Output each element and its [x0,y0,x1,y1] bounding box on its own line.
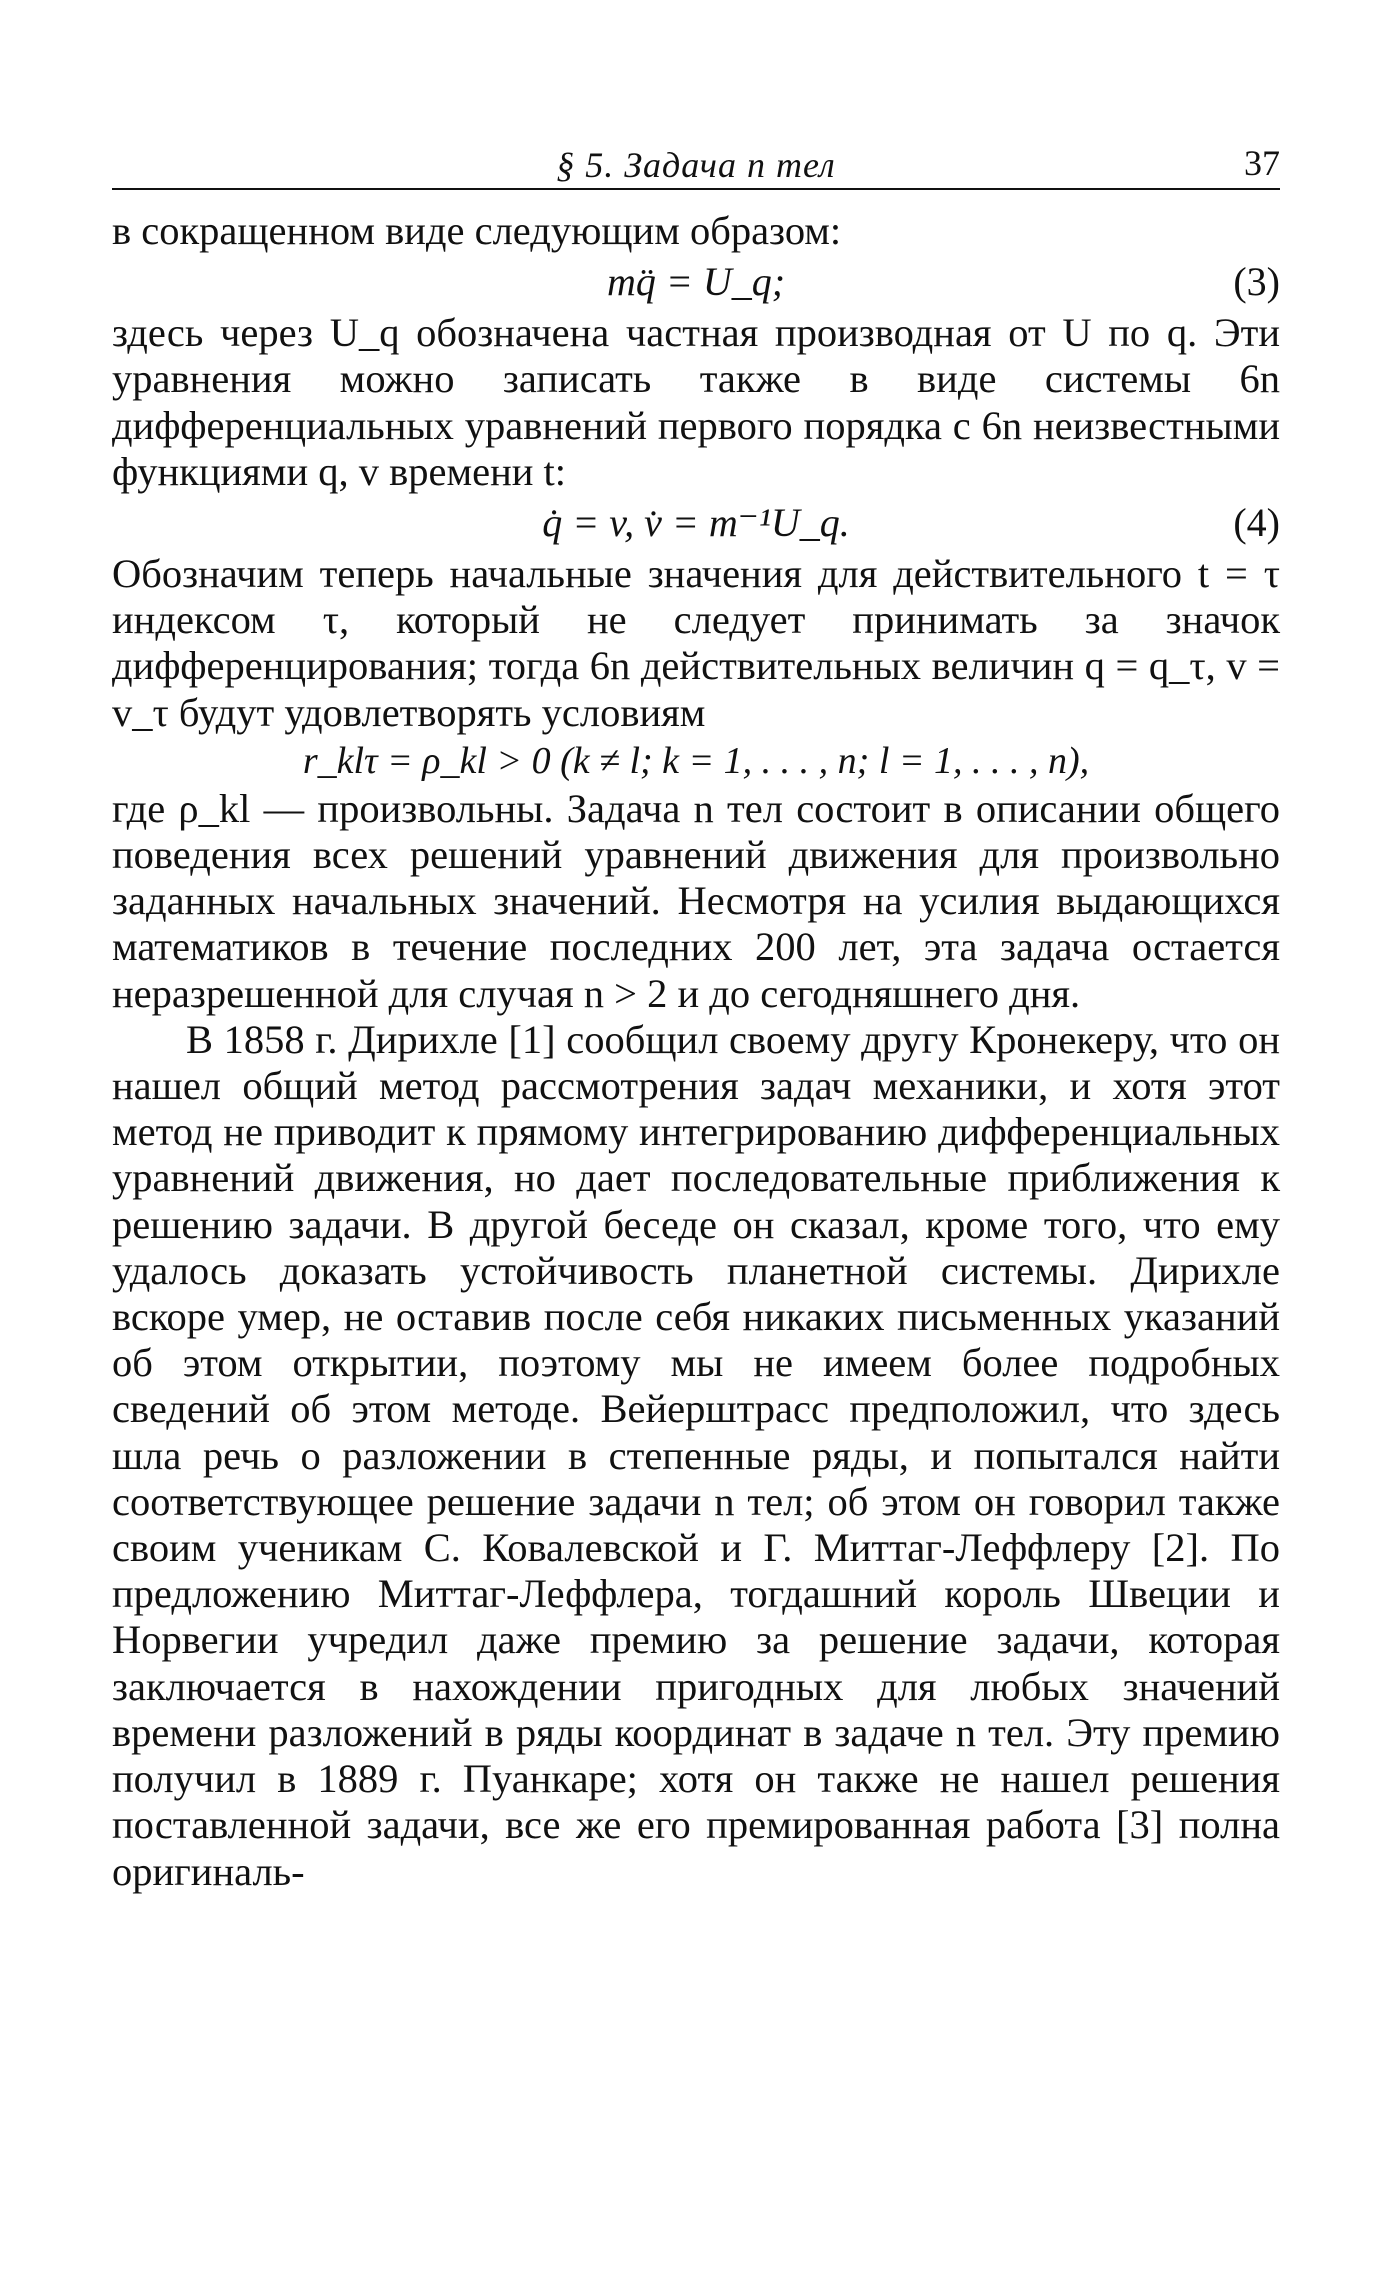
equation-4 [112,495,1280,551]
equation-4-number: (4) [1233,500,1280,546]
condition-expression: r_klτ = ρ_kl > 0 (k ≠ l; k = 1, . . . , n; l = 1, . . . , n), [302,739,1090,782]
book-page [112,130,1280,1895]
paragraph-intro: в сокращенном виде следующим образом: [112,208,842,253]
equation-3-number: (3) [1233,259,1280,305]
condition-formula [112,736,1280,786]
paragraph-n-body-problem: где ρ_kl — произвольны. Задача n тел состоит в описании общего поведения всех решений уравнений движения для произвольно заданных начальных значений. Несмотря на усилия выдающихся математиков в течение последних 200 лет, эта задача остается неразрешенной для случая n > 2 и до сегодняшнего дня. [112,785,1280,1016]
paragraph-dirichlet: В 1858 г. Дирихле [1] сообщил своему другу Кронекеру, что он нашел общий метод рассмотрения задач механики, и хотя этот метод не приводит к прямому интегрированию дифференциальных уравнений движения, но дает последовательные приближения к решению задачи. В другой беседе он сказал, кроме того, что ему удалось доказать устойчивость планетной системы. Дирихле вскоре умер, не оставив после себя никаких письменных указаний об этом открытии, поэтому мы не имеем более подробных сведений об этом методе. Вейерштрасс предположил, что здесь шла речь о разложении в степенные ряды, и попытался найти соответствующее решение задачи n тел; об этом он говорил также своим ученикам С. Ковалевской и Г. Миттаг-Леффлеру [2]. По предложению Миттаг-Леффлера, тогдашний король Швеции и Норвегии учредил даже премию за решение задачи, которая заключается в нахождении пригодных для любых значений времени разложений в ряды координат в задаче n тел. Эту премию получил в 1889 г. Пуанкаре; хотя он также не нашел решения поставленной задачи, все же его премированная работа [3] полна оригиналь- [112,1016,1280,1894]
body-text [112,208,1280,1895]
paragraph-initial-values: Обозначим теперь начальные значения для действительного t = τ индексом τ, который не следует принимать за значок дифференцирования; тогда 6n действительных величин q = q_τ, v = v_τ будут удовлетворять условиям [112,551,1280,735]
equation-4-expression: q̇ = v, v̇ = m⁻¹U_q. [542,500,850,546]
page-number: 37 [1244,143,1280,183]
paragraph-derivative: здесь через U_q обозначена частная производная от U по q. Эти уравнения можно записать также в виде системы 6n дифференциальных уравнений первого порядка с 6n неизвестными функциями q, v времени t: [112,310,1280,494]
equation-3 [112,254,1280,310]
running-head [112,130,1280,190]
equation-3-expression: mq̈ = U_q; [606,259,786,305]
running-title: § 5. Задача n тел [556,145,836,185]
